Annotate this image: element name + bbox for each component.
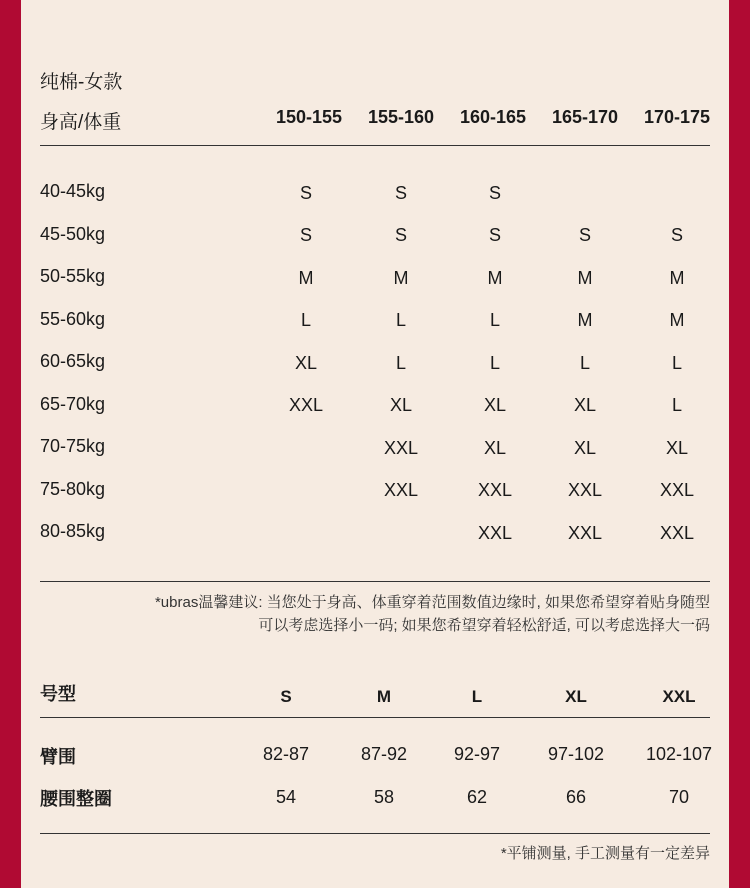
size-cell: L (489, 353, 500, 373)
size-cell: M (298, 268, 314, 288)
size-chart-panel (21, 0, 729, 888)
size-cell: XXL (659, 480, 695, 500)
size-cell: L (671, 395, 682, 415)
weight-label: 70-75kg (40, 436, 106, 456)
size-cell: XXL (567, 480, 603, 500)
tip-line-1: *ubras温馨建议: 当您处于身高、体重穿着范围数值边缘时, 如果您希望穿着贴身随型 (154, 594, 710, 611)
measurement-value: 62 (466, 787, 488, 807)
size-cell: S (394, 183, 407, 203)
size-cell: M (669, 268, 685, 288)
height-header: 160-165 (459, 107, 527, 127)
height-header: 155-160 (367, 107, 435, 127)
size-header-label: 号型 (40, 684, 76, 704)
size-cell: S (299, 225, 312, 245)
chart-title: 纯棉-女款 (40, 72, 123, 93)
size-cell: XL (573, 395, 597, 415)
size-cell: XL (573, 438, 597, 458)
size-cell: M (577, 268, 593, 288)
measurement-value: 92-97 (453, 744, 501, 764)
size-cell: XL (665, 438, 689, 458)
measurement-label: 臂围 (40, 747, 76, 767)
size-cell: S (488, 225, 501, 245)
size-column-header: S (280, 687, 292, 706)
height-weight-label: 身高/体重 (40, 112, 122, 133)
weight-label: 40-45kg (40, 181, 106, 201)
size-cell: XXL (383, 438, 419, 458)
measurement-label: 腰围整圈 (40, 789, 112, 809)
size-cell: L (395, 353, 406, 373)
size-cell: L (395, 310, 406, 330)
height-header: 170-175 (643, 107, 711, 127)
size-cell: L (579, 353, 590, 373)
measurement-value: 58 (373, 787, 395, 807)
header-divider (40, 145, 710, 146)
size-cell: L (671, 353, 682, 373)
size-cell: XXL (477, 480, 513, 500)
weight-label: 65-70kg (40, 394, 106, 414)
measurement-value: 87-92 (360, 744, 408, 764)
weight-label: 75-80kg (40, 479, 106, 499)
size-cell: XXL (288, 395, 324, 415)
table-end-divider (40, 581, 710, 582)
height-header: 150-155 (275, 107, 343, 127)
size-cell: M (393, 268, 409, 288)
weight-label: 60-65kg (40, 351, 106, 371)
size-column-header: M (376, 687, 392, 706)
size-cell: S (670, 225, 683, 245)
size-cell: XL (483, 395, 507, 415)
footer-divider (40, 833, 710, 834)
height-header: 165-170 (551, 107, 619, 127)
size-cell: XL (294, 353, 318, 373)
weight-label: 80-85kg (40, 521, 106, 541)
measurement-value: 97-102 (547, 744, 605, 764)
measurement-value: 66 (565, 787, 587, 807)
size-cell: S (299, 183, 312, 203)
size-cell: XL (389, 395, 413, 415)
size-column-header: L (471, 687, 483, 706)
size-cell: M (577, 310, 593, 330)
size-cell: M (487, 268, 503, 288)
weight-label: 55-60kg (40, 309, 106, 329)
weight-label: 45-50kg (40, 224, 106, 244)
size-cell: XXL (567, 523, 603, 543)
size-cell: M (669, 310, 685, 330)
size-column-header: XXL (662, 687, 696, 706)
size-cell: L (489, 310, 500, 330)
size-column-header: XL (565, 687, 587, 706)
size-cell: L (300, 310, 311, 330)
weight-label: 50-55kg (40, 266, 106, 286)
size-header-divider (40, 717, 710, 718)
size-cell: S (394, 225, 407, 245)
tip-line-2: 可以考虑选择小一码; 如果您希望穿着轻松舒适, 可以考虑选择大一码 (258, 617, 710, 634)
size-cell: XXL (477, 523, 513, 543)
size-cell: S (488, 183, 501, 203)
measurement-value: 102-107 (645, 744, 713, 764)
measurement-value: 70 (668, 787, 690, 807)
footnote: *平铺测量, 手工测量有一定差异 (500, 845, 710, 862)
size-cell: XXL (383, 480, 419, 500)
measurement-value: 54 (275, 787, 297, 807)
size-cell: XL (483, 438, 507, 458)
size-cell: XXL (659, 523, 695, 543)
size-cell: S (578, 225, 591, 245)
measurement-value: 82-87 (262, 744, 310, 764)
